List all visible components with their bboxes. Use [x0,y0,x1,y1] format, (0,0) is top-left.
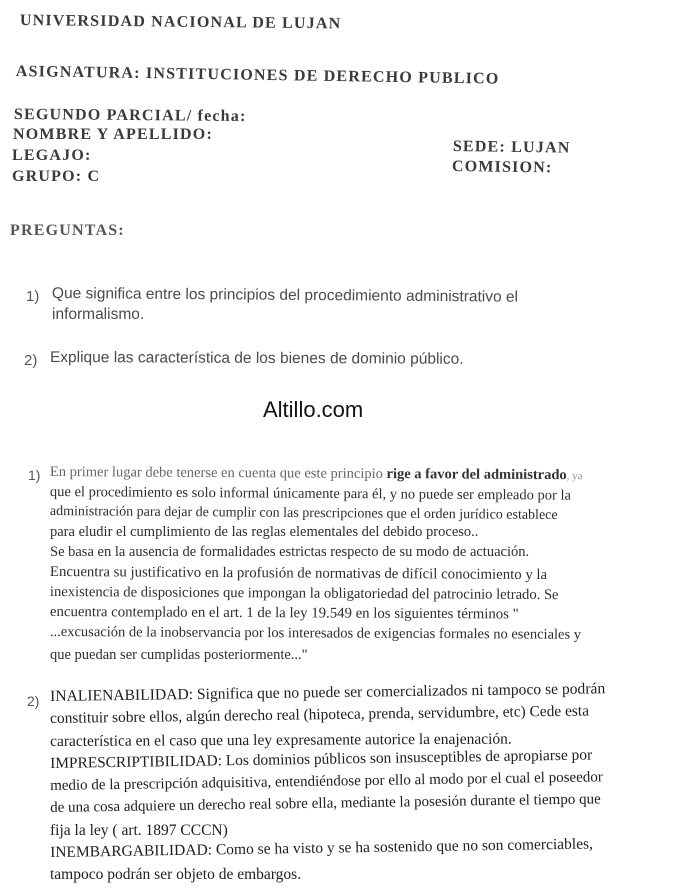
question-1-line-1: Que significa entre los principios del procedimiento administrativo el [51,285,519,306]
answer-2-line-1: INALIENABILIDAD: Significa que no puede ser comercializados ni tampoco se podrán [50,680,606,705]
answer-2-line-4: IMPRESCRIPTIBILIDAD: Los dominios públicos son insusceptibles de apropiarse por [50,746,593,772]
question-2-number: 2) [24,352,38,369]
questions-title: PREGUNTAS: [10,222,125,239]
question-1-number: 1) [26,288,40,305]
legajo-field-label: LEGAJO: [12,147,92,164]
answer-1-line-7: inexistencia de disposiciones que impongan la obligatoriedad del patrocinio letrado. Se [49,584,559,604]
answer-2-line-3: característica en el caso que una ley expresamente autorice la enajenación. [50,730,512,750]
name-field-label: NOMBRE Y APELLIDO: [13,126,213,143]
answer-1-line-1: En primer lugar debe tenerse en cuenta que este principio rige a favor del administrado, ya [49,464,583,484]
sede-label: SEDE: LUJAN [452,138,571,157]
question-2-line-1: Explique las característica de los bienes de dominio público. [49,349,464,368]
group-label: GRUPO: C [12,168,101,185]
answer-2-line-7: fija la ley ( art. 1897 CCCN) [50,822,228,839]
comision-label: COMISION: [451,158,553,177]
answer-1-line-9: ...excusación de la inobservancia por los interesados de exigencias formales no esenciales y [49,624,582,643]
watermark: Altillo.com [263,397,364,422]
answer-1-line-5: Se basa en la ausencia de formalidades estrictas respecto de su modo de actuación. [50,544,530,560]
answer-2-number: 2) [27,693,40,709]
question-1-line-2: informalismo. [52,306,145,323]
exam-line: SEGUNDO PARCIAL/ fecha: [13,106,247,126]
answer-1-line-3: administración para dejar de cumplir con las prescripciones que el orden jurídico establece [49,504,558,523]
answer-1-number: 1) [28,467,41,483]
answer-2-line-2: constituir sobre ellos, algún derecho real (hipoteca, prenda, servidumbre, etc) Cede esta [50,702,590,727]
answer-2-line-5: medio de la prescripción adquisitiva, entendiéndose por ello al modo por el cual el poseedor [50,769,603,794]
university-name: UNIVERSIDAD NACIONAL DE LUJAN [19,12,342,33]
answer-2-line-9: tampoco podrán ser objeto de embargos. [50,866,302,883]
answer-1-line-10: que puedan ser cumplidas posteriormente..." [50,647,308,663]
answer-1-line-4: para eludir el cumplimiento de las reglas elementales del debido proceso.. [50,524,479,540]
answer-1-line-2: que el procedimiento es solo informal únicamente para él, y no puede ser empleado por la [49,484,572,504]
answer-2-line-8: INEMBARGABILIDAD: Como se ha visto y se ha sostenido que no son comerciables, [50,835,594,861]
answer-2-line-6: de una cosa adquiere un derecho real sobre ella, mediante la posesión durante el tiempo que [50,791,601,816]
subject-line: ASIGNATURA: INSTITUCIONES DE DERECHO PUBLICO [15,63,500,88]
answer-1-line-8: encuentra contemplado en el art. 1 de la ley 19.549 en los siguientes términos " [49,604,519,623]
answer-1-line-6: Encuentra su justificativo en la profusión de normativas de difícil conocimiento y la [49,564,548,584]
